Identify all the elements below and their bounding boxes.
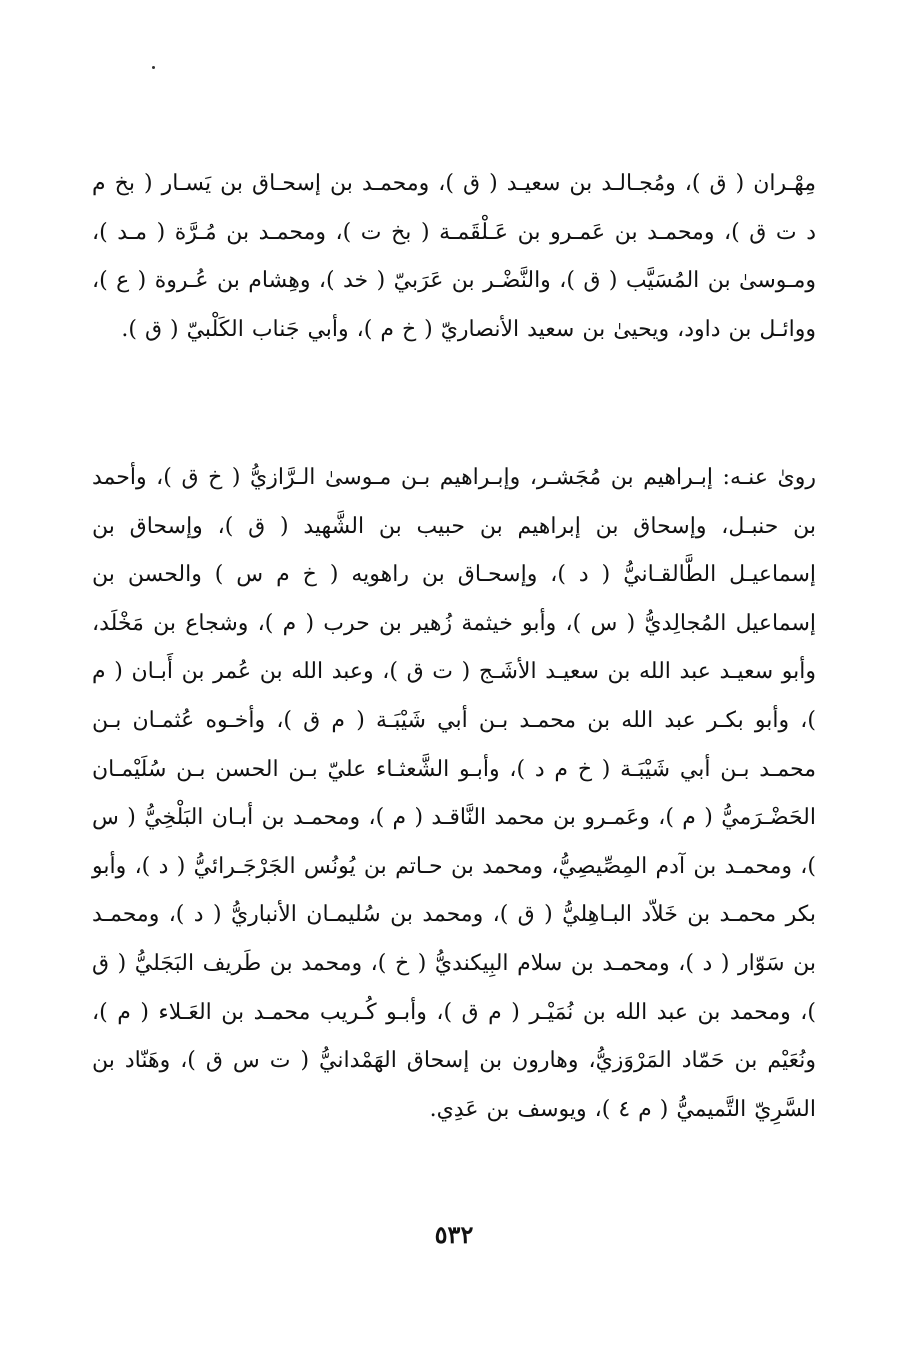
- narrators-paragraph: مِهْـران ( ق )، ومُجـالـد بن سعيـد ( ق )، ومحمـد بن إسحـاق بن يَسـار ( بخ م د ت ق )، ومحمـد بن عَمـرو بن عَـلْقَمـة ( بخ ت )، ومحمـد بن مُـرَّة ( مـد )، ومـوسىٰ بن المُسَيَّب ( ق )، والنَّضْـر بن عَرَبيّ ( خد )، وهِشام بن عُـروة ( ع )، ووائـل بن داود، ويحيىٰ بن سعيد الأنصاريّ ( خ م )، وأبي جَناب الكَلْبيّ ( ق ).: [92, 171, 816, 342]
- transmitters-paragraph: روىٰ عنـه: إبـراهيم بن مُجَشـر، وإبـراهيم بـن مـوسىٰ الـرَّازيُّ ( خ ق )، وأحمد بن حنبـل، وإسحاق بن إبراهيم بن حبيب بن الشَّهيد ( ق )، وإسحاق بن إسماعيـل الطَّالقـانيُّ ( د )، وإسحـاق بن راهويه ( خ م س ) والحسن بن إسماعيل المُجالِديُّ ( س )، وأبو خيثمة زُهير بن حرب ( م )، وشجاع بن مَخْلَد، وأبو سعيـد عبد الله بن سعيـد الأشَـج ( ت ق )، وعبد الله بن عُمر بن أَبـان ( م )، وأبو بكـر عبد الله بن محمـد بـن أبي شَيْبَـة ( م ق )، وأخـوه عُثمـان بـن محمـد بـن أبي شَيْبَـة ( خ م د )، وأبـو الشَّعثـاء عليّ بـن الحسن بـن سُلَيْمـان الحَضْـرَميُّ ( م )، وعَمـرو بن محمد النَّاقـد ( م )، ومحمـد بن أبـان البَلْخِيُّ ( س )، ومحمـد بن آدم المِصِّيصِيُّ، ومحمد بن حـاتم بن يُونُس الجَرْجَـرائيُّ ( د )، وأبو بكر محمـد بن خَلاّد البـاهِليُّ ( ق )، ومحمد بن سُليمـان الأنباريُّ ( د )، ومحمـد بن سَوّار ( د )، ومحمـد بن سلام البِيكنديُّ ( خ )، ومحمد بن طَريف البَجَليُّ ( ق )، ومحمد بن عبد الله بن نُمَيْـر ( م ق )، وأبـو كُـريب محمـد بن العَـلاء ( م )، ونُعَيْم بن حَمّاد المَرْوَزيُّ، وهارون بن إسحاق الهَمْدانيُّ ( ت س ق )، وهَنّاد بن السَّرِيّ التَّميميُّ ( م ٤ )، ويوسف بن عَدِي.: [92, 465, 816, 1122]
- page-number: ٥٣٢: [434, 1220, 474, 1249]
- ink-speck: [152, 66, 155, 69]
